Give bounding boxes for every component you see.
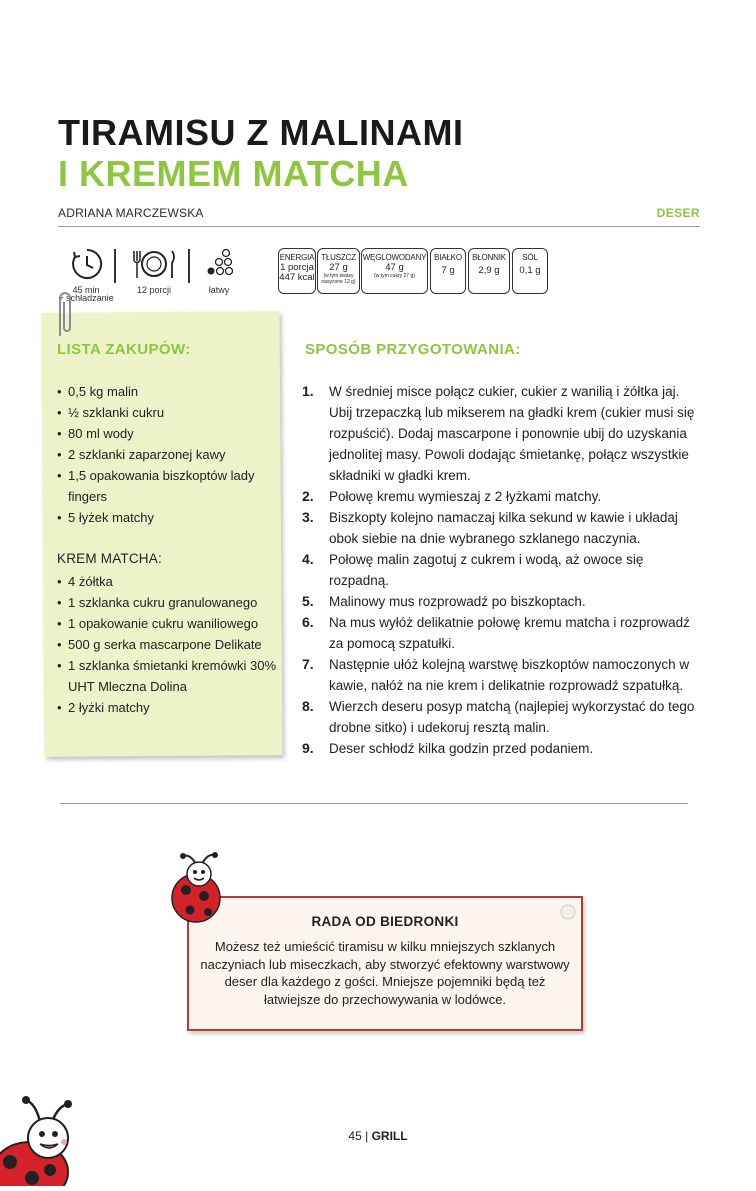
step-text: W średniej misce połącz cukier, cukier z wanilią i żółtka jaj. Ubij trzepaczką lub mikserem na gładki krem (cukier musi się rozpuścić). Dodaj mascarpone i ponownie ubij do uzyskania jednolitej masy. Powoli dodając śmietankę, połącz wszystkie składniki w gładki krem.: [329, 384, 695, 483]
plate-cutlery-icon: [131, 248, 177, 285]
step-text: Malinowy mus rozprowadź po biszkoptach.: [329, 594, 586, 609]
step-text: Na mus wyłóż delikatnie połowę kremu matcha i rozprowadź za pomocą szpatułki.: [329, 615, 690, 651]
step-number: 1.: [302, 383, 314, 399]
section-name: GRILL: [371, 1129, 408, 1143]
nutrition-energy: [278, 248, 316, 294]
step-text: Biszkopty kolejno namaczaj kilka sekund w kawie i układaj obok siebie na dnie wybranego szklanego naczynia.: [329, 510, 678, 546]
info-separator: [114, 249, 116, 283]
step-text: Wierzch deseru posyp matchą (najlepiej wykorzystać do tego drobne sitko) i udekoruj resztą malin.: [329, 699, 695, 735]
list-item: • ½ szklanki cukru: [57, 402, 279, 423]
list-item: • 1,5 opakowania biszkoptów lady fingers: [57, 465, 279, 507]
list-item: • 2 łyżki matchy: [57, 697, 279, 718]
tip-title: RADA OD BIEDRONKI: [311, 914, 459, 929]
step-text: Deser schłodź kilka godzin przed podaniem.: [329, 741, 594, 756]
difficulty-dots-icon: [206, 248, 234, 283]
nutrition-fat: [317, 248, 360, 294]
category-label: DESER: [656, 206, 700, 220]
step-number: 7.: [302, 656, 314, 672]
step-number: 8.: [302, 698, 314, 714]
portions-label: 12 porcji: [136, 285, 172, 295]
step-item: [302, 612, 702, 654]
nutrition-fiber: [468, 248, 510, 294]
step-item: [302, 486, 702, 507]
step-item: [302, 738, 702, 759]
nutrition-carbs: [361, 248, 428, 294]
step-number: 6.: [302, 614, 314, 630]
nutrition-value: 2,9 g: [478, 265, 500, 276]
shopping-list-title: LISTA ZAKUPÓW:: [57, 341, 191, 358]
nutrition-value: 0,1 g: [519, 265, 541, 276]
step-item: [302, 549, 702, 591]
tip-text: Możesz też umieścić tiramisu w kilku mniejszych szklanych naczyniach lub miseczkach, aby stworzyć efektowny warstwowy deser dla każdego z gości. Mniejsze pojemniki będą też łatwiejsze do przechowywania w lodówce.: [200, 939, 570, 1007]
step-number: 5.: [302, 593, 314, 609]
list-item: • 2 szklanki zaparzonej kawy: [57, 444, 279, 465]
step-number: 2.: [302, 488, 314, 504]
step-item: [302, 381, 702, 486]
divider-top: [58, 226, 700, 227]
nutrition-value: 7 g: [441, 265, 455, 276]
list-item: • 1 szklanka cukru granulowanego: [57, 592, 279, 613]
step-number: 9.: [302, 740, 314, 756]
step-item: [302, 507, 702, 549]
nutrition-label: SÓL: [522, 253, 538, 262]
nutrition-value: 47 g: [385, 262, 404, 273]
clock-icon: [70, 247, 104, 286]
info-separator: [188, 249, 190, 283]
step-item: [302, 591, 702, 612]
shopping-list: [57, 381, 279, 528]
list-item: • 5 łyżek matchy: [57, 507, 279, 528]
list-item: • 0,5 kg malin: [57, 381, 279, 402]
nutrition-label: TŁUSZCZ: [321, 253, 356, 262]
nutrition-value: 27 g: [329, 262, 348, 273]
cream-list-title: KREM MATCHA:: [57, 551, 162, 566]
list-item: • 4 żółtka: [57, 571, 279, 592]
nutrition-label: ENERGIA: [279, 253, 315, 262]
nutrition-salt: [512, 248, 548, 294]
nutrition-subnote: (w tym cukry 27 g): [374, 273, 415, 279]
step-item: [302, 696, 702, 738]
list-item: • 1 szklanka śmietanki kremówki 30% UHT Mleczna Dolina: [57, 655, 279, 697]
cream-list: [57, 571, 279, 718]
nutrition-label: BŁONNIK: [472, 253, 506, 262]
list-item: • 80 ml wody: [57, 423, 279, 444]
step-item: [302, 654, 702, 696]
time-note: + schładzanie: [58, 293, 114, 303]
method-steps: [302, 381, 702, 759]
step-text: Połowę kremu wymieszaj z 2 łyżkami matchy.: [329, 489, 602, 504]
step-text: Połowę malin zagotuj z cukrem i wodą, aż owoce się rozpadną.: [329, 552, 644, 588]
step-number: 3.: [302, 509, 314, 525]
page-number: 45: [348, 1129, 362, 1143]
step-text: Następnie ułóż kolejną warstwę biszkoptów namoczonych w kawie, nałóż na nie krem i delikatnie rozprowadź szpatułką.: [329, 657, 690, 693]
method-title: SPOSÓB PRZYGOTOWANIA:: [305, 341, 521, 358]
nutrition-label: WĘGLOWODANY: [362, 253, 427, 262]
author-name: ADRIANA MARCZEWSKA: [58, 206, 204, 220]
list-item: • 1 opakowanie cukru waniliowego: [57, 613, 279, 634]
nutrition-value: 447 kcal: [279, 272, 315, 283]
nutrition-value: 1 porcja: [280, 262, 314, 273]
nutrition-protein: [430, 248, 466, 294]
footer-separator: |: [365, 1129, 369, 1143]
paperclip-icon: [54, 288, 76, 345]
list-item: • 500 g serka mascarpone Delikate: [57, 634, 279, 655]
recipe-title-line1: TIRAMISU Z MALINAMI: [58, 112, 464, 153]
nutrition-label: BIAŁKO: [434, 253, 462, 262]
time-value: 45 min: [72, 285, 100, 295]
difficulty-label: łatwy: [208, 285, 230, 295]
step-number: 4.: [302, 551, 314, 567]
page-footer: [0, 1129, 756, 1143]
nutrition-subnote: (w tym kwasy nasycone 12 g): [321, 273, 356, 285]
divider-middle: [60, 803, 688, 804]
recipe-title-line2: I KREMEM MATCHA: [58, 153, 409, 194]
